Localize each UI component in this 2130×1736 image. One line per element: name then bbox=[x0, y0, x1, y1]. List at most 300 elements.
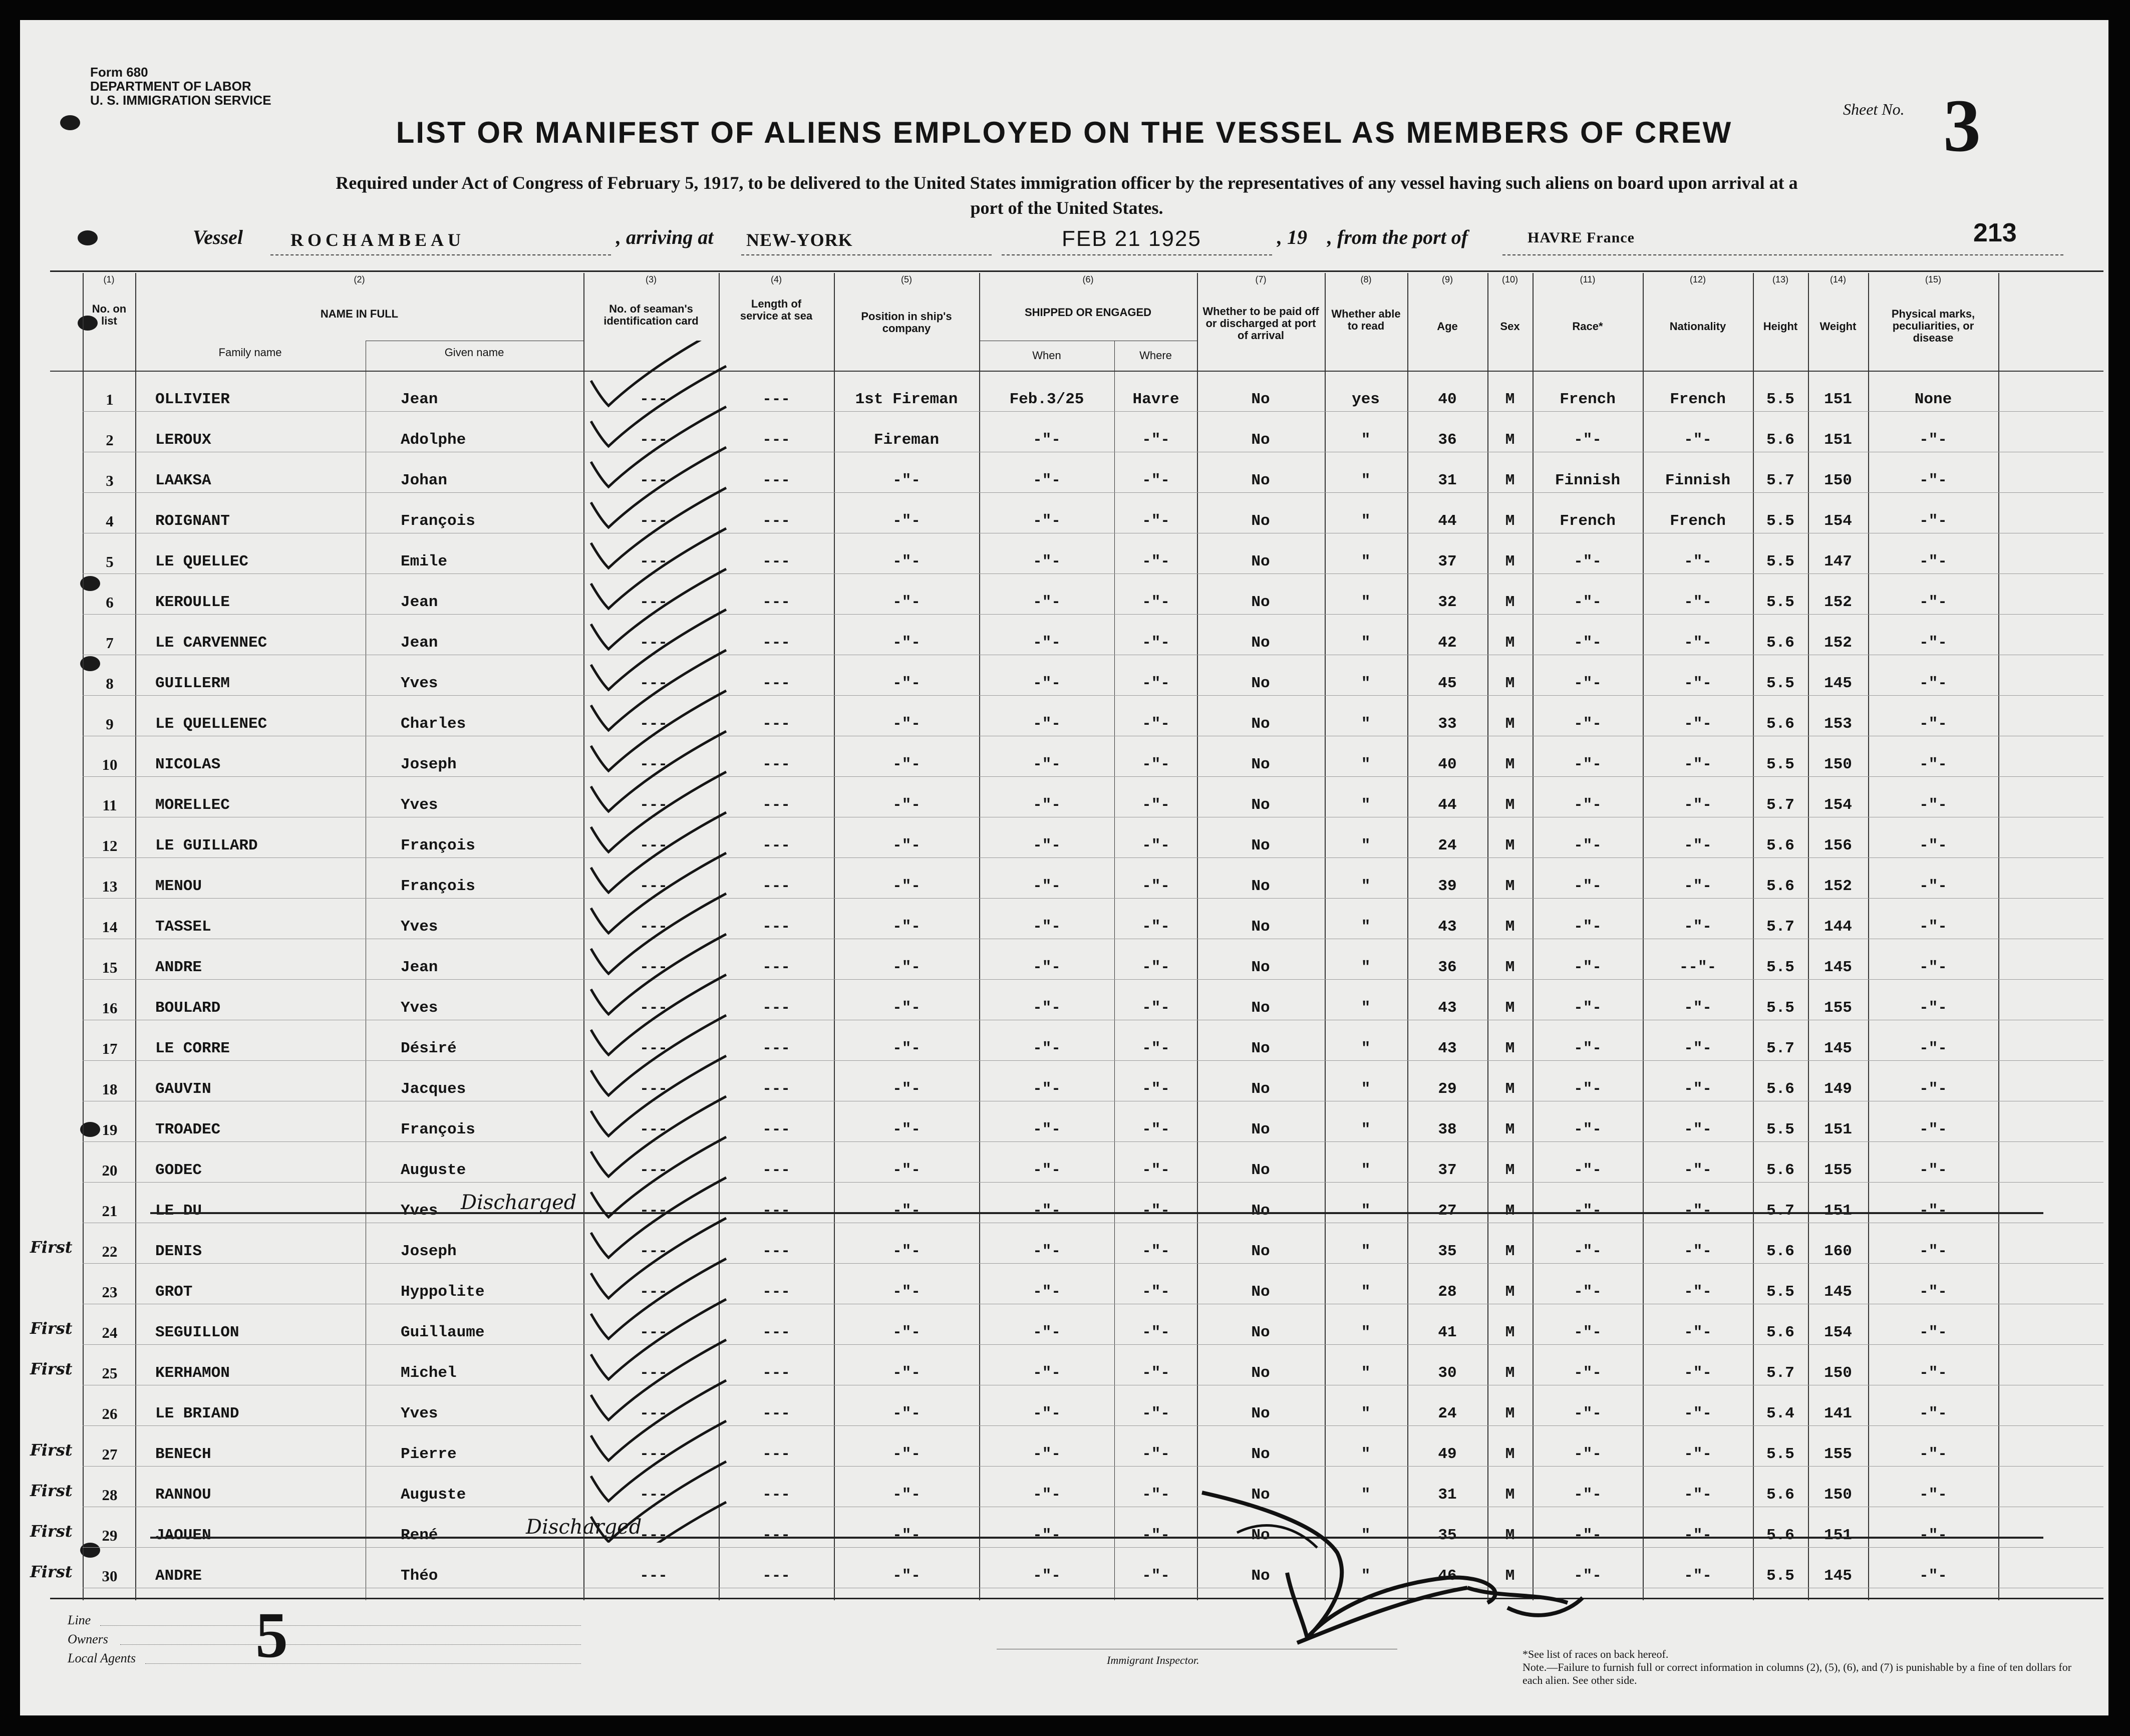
checkmark-icon bbox=[591, 610, 726, 690]
column-number: (14) bbox=[1830, 274, 1846, 284]
cell-race: -"- bbox=[1574, 1202, 1602, 1220]
cell-family: ANDRE bbox=[155, 1567, 202, 1585]
cell-sex: M bbox=[1505, 1040, 1515, 1057]
footer-line-label: Line bbox=[68, 1613, 91, 1627]
checkmark-icon bbox=[591, 1056, 726, 1136]
margin-note-first: First bbox=[30, 1481, 73, 1500]
cell-paid: No bbox=[1251, 1243, 1270, 1260]
cell-read: " bbox=[1361, 1486, 1371, 1504]
cell-family: OLLIVIER bbox=[155, 391, 230, 408]
cell-where: -"- bbox=[1142, 472, 1170, 489]
cell-height: 5.5 bbox=[1766, 1283, 1794, 1301]
cell-sex: M bbox=[1505, 553, 1515, 570]
cell-where: -"- bbox=[1142, 918, 1170, 936]
cell-race: -"- bbox=[1574, 959, 1602, 976]
cell-height: 5.6 bbox=[1766, 1243, 1794, 1260]
cell-race: -"- bbox=[1574, 715, 1602, 733]
checkmark-icon bbox=[591, 447, 726, 527]
row-rule bbox=[83, 857, 2103, 858]
cell-position: -"- bbox=[892, 878, 921, 895]
cell-position: -"- bbox=[892, 1567, 921, 1585]
cell-height: 5.5 bbox=[1766, 756, 1794, 773]
checkmark-icon bbox=[591, 1015, 726, 1095]
origin-port: HAVRE France bbox=[1528, 229, 1635, 246]
column-number: (4) bbox=[771, 274, 782, 284]
cell-age: 46 bbox=[1438, 1567, 1457, 1585]
cell-given: Pierre bbox=[401, 1445, 457, 1463]
cell-given: Adolphe bbox=[401, 431, 466, 449]
cell-height: 5.5 bbox=[1766, 553, 1794, 570]
header-paid-off: Whether to be paid off or discharged at port of arrival bbox=[1202, 305, 1319, 342]
cell-given: François bbox=[401, 878, 475, 895]
cell-nationality: -"- bbox=[1684, 999, 1712, 1017]
cell-marks: -"- bbox=[1919, 1567, 1947, 1585]
cell-position: -"- bbox=[892, 675, 921, 692]
cell-service: --- bbox=[762, 1324, 790, 1341]
cell-age: 37 bbox=[1438, 553, 1457, 570]
cell-read: " bbox=[1361, 1283, 1371, 1301]
cell-family: DENIS bbox=[155, 1243, 202, 1260]
cell-age: 43 bbox=[1438, 999, 1457, 1017]
cell-marks: -"- bbox=[1919, 634, 1947, 652]
cell-family: LE QUELLEC bbox=[155, 553, 249, 570]
cell-service: --- bbox=[762, 837, 790, 854]
column-number: (7) bbox=[1255, 274, 1267, 284]
cell-age: 24 bbox=[1438, 837, 1457, 854]
column-number: (3) bbox=[646, 274, 657, 284]
cell-sex: M bbox=[1505, 1202, 1515, 1220]
checkmark-icon bbox=[591, 1218, 726, 1298]
cell-paid: No bbox=[1251, 472, 1270, 489]
cell-race: -"- bbox=[1574, 1486, 1602, 1504]
cell-paid: No bbox=[1251, 1567, 1270, 1585]
cell-age: 41 bbox=[1438, 1324, 1457, 1341]
footer-agents-label: Local Agents bbox=[68, 1651, 136, 1665]
cell-paid: No bbox=[1251, 1486, 1270, 1504]
cell-race: -"- bbox=[1574, 756, 1602, 773]
cell-given: Joseph bbox=[401, 756, 457, 773]
cell-no: 8 bbox=[106, 675, 114, 692]
stamp-number: 213 bbox=[1973, 218, 2017, 247]
cell-height: 5.6 bbox=[1766, 1486, 1794, 1504]
cell-when: -"- bbox=[1033, 1486, 1061, 1504]
header-when: When bbox=[1032, 349, 1061, 362]
cell-given: Auguste bbox=[401, 1162, 466, 1179]
cell-card: --- bbox=[640, 1202, 668, 1220]
cell-marks: -"- bbox=[1919, 1405, 1947, 1422]
cell-nationality: -"- bbox=[1684, 756, 1712, 773]
cell-age: 36 bbox=[1438, 431, 1457, 449]
header-given-name: Given name bbox=[444, 346, 504, 359]
cell-sex: M bbox=[1505, 1080, 1515, 1098]
cell-nationality: -"- bbox=[1684, 553, 1712, 570]
checkmark-icon bbox=[591, 1259, 726, 1339]
cell-family: LE BRIAND bbox=[155, 1405, 239, 1422]
cell-no: 22 bbox=[102, 1243, 118, 1260]
cell-no: 2 bbox=[106, 431, 114, 449]
cell-no: 18 bbox=[102, 1080, 118, 1098]
cell-nationality: -"- bbox=[1684, 1162, 1712, 1179]
cell-given: Yves bbox=[401, 918, 438, 936]
cell-age: 45 bbox=[1438, 675, 1457, 692]
cell-where: -"- bbox=[1142, 1283, 1170, 1301]
cell-read: " bbox=[1361, 472, 1371, 489]
header-nationality: Nationality bbox=[1669, 320, 1726, 333]
row-rule bbox=[83, 1182, 2103, 1183]
cell-no: 30 bbox=[102, 1567, 118, 1585]
checkmark-icon bbox=[591, 731, 726, 811]
cell-sex: M bbox=[1505, 1324, 1515, 1341]
cell-family: SEGUILLON bbox=[155, 1324, 239, 1341]
cell-position: -"- bbox=[892, 1040, 921, 1057]
cell-weight: 154 bbox=[1824, 1324, 1852, 1341]
cell-nationality: -"- bbox=[1684, 1567, 1712, 1585]
cell-sex: M bbox=[1505, 675, 1515, 692]
cell-age: 32 bbox=[1438, 594, 1457, 611]
cell-race: -"- bbox=[1574, 878, 1602, 895]
column-number: (5) bbox=[901, 274, 912, 284]
cell-position: -"- bbox=[892, 1486, 921, 1504]
cell-card: --- bbox=[640, 553, 668, 570]
cell-weight: 154 bbox=[1824, 512, 1852, 530]
cell-sex: M bbox=[1505, 918, 1515, 936]
cell-age: 42 bbox=[1438, 634, 1457, 652]
cell-given: François bbox=[401, 1121, 475, 1138]
checkmark-icon bbox=[591, 1340, 726, 1420]
cell-sex: M bbox=[1505, 1162, 1515, 1179]
cell-no: 4 bbox=[106, 512, 114, 530]
cell-nationality: Finnish bbox=[1665, 472, 1731, 489]
cell-race: -"- bbox=[1574, 1567, 1602, 1585]
cell-where: -"- bbox=[1142, 1486, 1170, 1504]
cell-where: -"- bbox=[1142, 1202, 1170, 1220]
cell-no: 1 bbox=[106, 391, 114, 408]
cell-age: 31 bbox=[1438, 1486, 1457, 1504]
cell-marks: -"- bbox=[1919, 715, 1947, 733]
date-stamp: FEB 21 1925 bbox=[1062, 226, 1201, 251]
cell-no: 27 bbox=[102, 1445, 118, 1463]
cell-marks: -"- bbox=[1919, 837, 1947, 854]
cell-service: --- bbox=[762, 634, 790, 652]
cell-race: -"- bbox=[1574, 594, 1602, 611]
cell-position: -"- bbox=[892, 1405, 921, 1422]
cell-position: -"- bbox=[892, 1162, 921, 1179]
cell-family: RANNOU bbox=[155, 1486, 211, 1504]
cell-height: 5.5 bbox=[1766, 675, 1794, 692]
cell-when: -"- bbox=[1033, 1283, 1061, 1301]
cell-marks: -"- bbox=[1919, 1364, 1947, 1382]
cell-given: Joseph bbox=[401, 1243, 457, 1260]
cell-sex: M bbox=[1505, 1243, 1515, 1260]
table-header-border bbox=[50, 371, 2103, 372]
cell-marks: -"- bbox=[1919, 1324, 1947, 1341]
cell-paid: No bbox=[1251, 1364, 1270, 1382]
checkmark-icon bbox=[591, 772, 726, 852]
cell-when: -"- bbox=[1033, 1080, 1061, 1098]
header-length-of-service: Length of service at sea bbox=[740, 298, 813, 322]
column-divider bbox=[1114, 341, 1115, 1600]
form-info bbox=[90, 65, 271, 107]
cell-sex: M bbox=[1505, 837, 1515, 854]
cell-age: 40 bbox=[1438, 756, 1457, 773]
footer-notes bbox=[1523, 1648, 2083, 1687]
cell-family: GROT bbox=[155, 1283, 193, 1301]
cell-paid: No bbox=[1251, 391, 1270, 408]
cell-marks: None bbox=[1914, 391, 1952, 408]
cell-family: LAAKSA bbox=[155, 472, 211, 489]
row-rule bbox=[83, 1060, 2103, 1061]
cell-race: -"- bbox=[1574, 1243, 1602, 1260]
cell-card: --- bbox=[640, 1162, 668, 1179]
cell-paid: No bbox=[1251, 999, 1270, 1017]
cell-weight: 152 bbox=[1824, 634, 1852, 652]
cell-read: " bbox=[1361, 431, 1371, 449]
cell-position: -"- bbox=[892, 1283, 921, 1301]
row-rule bbox=[83, 1344, 2103, 1345]
cell-weight: 156 bbox=[1824, 837, 1852, 854]
cell-read: " bbox=[1361, 918, 1371, 936]
cell-service: --- bbox=[762, 472, 790, 489]
cell-marks: -"- bbox=[1919, 1162, 1947, 1179]
cell-read: " bbox=[1361, 1080, 1371, 1098]
cell-when: -"- bbox=[1033, 553, 1061, 570]
cell-when: -"- bbox=[1033, 715, 1061, 733]
cell-read: yes bbox=[1352, 391, 1380, 408]
cell-marks: -"- bbox=[1919, 472, 1947, 489]
cell-height: 5.5 bbox=[1766, 999, 1794, 1017]
cell-when: -"- bbox=[1033, 1364, 1061, 1382]
cell-age: 24 bbox=[1438, 1405, 1457, 1422]
cell-no: 21 bbox=[102, 1202, 118, 1220]
cell-nationality: -"- bbox=[1684, 715, 1712, 733]
cell-when: -"- bbox=[1033, 1324, 1061, 1341]
column-number: (6) bbox=[1082, 274, 1094, 284]
cell-race: French bbox=[1560, 391, 1616, 408]
cell-given: Théo bbox=[401, 1567, 438, 1585]
cell-marks: -"- bbox=[1919, 878, 1947, 895]
cell-service: --- bbox=[762, 1527, 790, 1544]
cell-age: 39 bbox=[1438, 878, 1457, 895]
cell-card: --- bbox=[640, 594, 668, 611]
cell-paid: No bbox=[1251, 594, 1270, 611]
cell-paid: No bbox=[1251, 1283, 1270, 1301]
cell-sex: M bbox=[1505, 472, 1515, 489]
margin-note-first: First bbox=[30, 1440, 73, 1460]
cell-where: -"- bbox=[1142, 1121, 1170, 1138]
cell-marks: -"- bbox=[1919, 553, 1947, 570]
cell-family: TROADEC bbox=[155, 1121, 221, 1138]
year-label: , 19 bbox=[1277, 226, 1307, 248]
cell-weight: 151 bbox=[1824, 391, 1852, 408]
cell-race: -"- bbox=[1574, 1324, 1602, 1341]
cell-sex: M bbox=[1505, 756, 1515, 773]
department-name: DEPARTMENT OF LABOR bbox=[90, 79, 251, 94]
footer-handwritten-number: 5 bbox=[255, 1599, 288, 1671]
cell-where: -"- bbox=[1142, 796, 1170, 814]
column-divider bbox=[834, 273, 835, 1600]
cell-paid: No bbox=[1251, 1527, 1270, 1544]
row-rule bbox=[83, 492, 2103, 493]
cell-marks: -"- bbox=[1919, 431, 1947, 449]
cell-where: -"- bbox=[1142, 1567, 1170, 1585]
cell-no: 26 bbox=[102, 1405, 118, 1422]
cell-card: --- bbox=[640, 878, 668, 895]
row-rule bbox=[83, 573, 2103, 574]
cell-sex: M bbox=[1505, 594, 1515, 611]
cell-weight: 145 bbox=[1824, 1567, 1852, 1585]
cell-service: --- bbox=[762, 1283, 790, 1301]
checkmark-icon bbox=[591, 366, 726, 446]
row-rule bbox=[83, 979, 2103, 980]
cell-weight: 145 bbox=[1824, 1283, 1852, 1301]
cell-card: --- bbox=[640, 715, 668, 733]
cell-given: François bbox=[401, 837, 475, 854]
cell-read: " bbox=[1361, 715, 1371, 733]
cell-race: -"- bbox=[1574, 837, 1602, 854]
cell-age: 43 bbox=[1438, 918, 1457, 936]
cell-family: MENOU bbox=[155, 878, 202, 895]
cell-race: -"- bbox=[1574, 796, 1602, 814]
cell-no: 17 bbox=[102, 1040, 118, 1057]
column-number: (12) bbox=[1689, 274, 1706, 284]
cell-marks: -"- bbox=[1919, 1202, 1947, 1220]
cell-sex: M bbox=[1505, 1527, 1515, 1544]
row-rule bbox=[83, 1141, 2103, 1142]
cell-where: -"- bbox=[1142, 878, 1170, 895]
cell-read: " bbox=[1361, 1324, 1371, 1341]
cell-marks: -"- bbox=[1919, 1121, 1947, 1138]
cell-position: -"- bbox=[892, 512, 921, 530]
cell-nationality: -"- bbox=[1684, 1202, 1712, 1220]
checkmark-icon bbox=[591, 569, 726, 649]
cell-paid: No bbox=[1251, 715, 1270, 733]
margin-note-first: First bbox=[30, 1359, 73, 1378]
cell-where: -"- bbox=[1142, 1324, 1170, 1341]
cell-family: KERHAMON bbox=[155, 1364, 230, 1382]
cell-marks: -"- bbox=[1919, 1283, 1947, 1301]
cell-nationality: -"- bbox=[1684, 878, 1712, 895]
cell-race: -"- bbox=[1574, 1405, 1602, 1422]
cell-read: " bbox=[1361, 1121, 1371, 1138]
cell-card: --- bbox=[640, 1527, 668, 1544]
cell-where: -"- bbox=[1142, 1080, 1170, 1098]
checkmark-icon bbox=[591, 650, 726, 730]
origin-underline bbox=[1502, 254, 2063, 255]
cell-marks: -"- bbox=[1919, 796, 1947, 814]
cell-no: 23 bbox=[102, 1283, 118, 1301]
checkmark-icon bbox=[591, 528, 726, 609]
margin-note-first: First bbox=[30, 1319, 73, 1338]
cell-paid: No bbox=[1251, 1040, 1270, 1057]
cell-position: -"- bbox=[892, 1121, 921, 1138]
cell-marks: -"- bbox=[1919, 1527, 1947, 1544]
checkmark-icon bbox=[591, 407, 726, 487]
cell-given: Yves bbox=[401, 1405, 438, 1422]
cell-sex: M bbox=[1505, 1405, 1515, 1422]
cell-read: " bbox=[1361, 634, 1371, 652]
column-divider bbox=[1998, 273, 1999, 1600]
cell-card: --- bbox=[640, 756, 668, 773]
cell-sex: M bbox=[1505, 1445, 1515, 1463]
cell-weight: 147 bbox=[1824, 553, 1852, 570]
column-number: (8) bbox=[1360, 274, 1372, 284]
cell-read: " bbox=[1361, 553, 1371, 570]
cell-weight: 155 bbox=[1824, 1445, 1852, 1463]
cell-family: LE GUILLARD bbox=[155, 837, 258, 854]
cell-when: -"- bbox=[1033, 756, 1061, 773]
cell-no: 29 bbox=[102, 1527, 118, 1544]
cell-position: -"- bbox=[892, 1243, 921, 1260]
header-shipped-engaged: SHIPPED OR ENGAGED bbox=[1024, 306, 1152, 319]
cell-given: Hyppolite bbox=[401, 1283, 485, 1301]
column-number: (11) bbox=[1580, 274, 1596, 284]
cell-family: TASSEL bbox=[155, 918, 211, 936]
cell-when: Feb.3/25 bbox=[1009, 391, 1084, 408]
cell-height: 5.7 bbox=[1766, 796, 1794, 814]
cell-age: 33 bbox=[1438, 715, 1457, 733]
cell-given: François bbox=[401, 512, 475, 530]
cell-race: -"- bbox=[1574, 999, 1602, 1017]
cell-position: -"- bbox=[892, 796, 921, 814]
cell-service: --- bbox=[762, 512, 790, 530]
cell-weight: 152 bbox=[1824, 594, 1852, 611]
cell-height: 5.6 bbox=[1766, 715, 1794, 733]
cell-position: -"- bbox=[892, 1527, 921, 1544]
legal-subtitle bbox=[60, 170, 2073, 220]
cell-position: -"- bbox=[892, 918, 921, 936]
cell-card: --- bbox=[640, 918, 668, 936]
checkmark-icon bbox=[591, 1380, 726, 1461]
checkmark-icon bbox=[591, 934, 726, 1014]
cell-nationality: French bbox=[1670, 391, 1726, 408]
cell-card: --- bbox=[640, 472, 668, 489]
cell-weight: 151 bbox=[1824, 1527, 1852, 1544]
document-title: LIST OR MANIFEST OF ALIENS EMPLOYED ON THE VESSEL AS MEMBERS OF CREW bbox=[396, 116, 1733, 149]
cell-given: Guillaume bbox=[401, 1324, 485, 1341]
header-family-name: Family name bbox=[218, 346, 282, 359]
cell-family: LE DU bbox=[155, 1202, 202, 1220]
date-underline bbox=[1002, 254, 1272, 255]
cell-read: " bbox=[1361, 756, 1371, 773]
cell-paid: No bbox=[1251, 1202, 1270, 1220]
cell-paid: No bbox=[1251, 918, 1270, 936]
column-number: (10) bbox=[1501, 274, 1518, 284]
cell-age: 29 bbox=[1438, 1080, 1457, 1098]
checkmark-icon bbox=[591, 1178, 726, 1258]
cell-race: Finnish bbox=[1555, 472, 1621, 489]
cell-nationality: -"- bbox=[1684, 1486, 1712, 1504]
cell-paid: No bbox=[1251, 959, 1270, 976]
cell-nationality: French bbox=[1670, 512, 1726, 530]
cell-when: -"- bbox=[1033, 1567, 1061, 1585]
column-number: (9) bbox=[1442, 274, 1453, 284]
cell-nationality: -"- bbox=[1684, 1121, 1712, 1138]
cell-race: -"- bbox=[1574, 1080, 1602, 1098]
cell-position: -"- bbox=[892, 553, 921, 570]
cell-race: -"- bbox=[1574, 1121, 1602, 1138]
cell-weight: 152 bbox=[1824, 878, 1852, 895]
footer-owners-label: Owners bbox=[68, 1632, 108, 1646]
cell-marks: -"- bbox=[1919, 756, 1947, 773]
cell-sex: M bbox=[1505, 959, 1515, 976]
cell-card: --- bbox=[640, 1040, 668, 1057]
cell-where: -"- bbox=[1142, 431, 1170, 449]
cell-card: --- bbox=[640, 512, 668, 530]
cell-read: " bbox=[1361, 796, 1371, 814]
cell-nationality: -"- bbox=[1684, 634, 1712, 652]
cell-read: " bbox=[1361, 959, 1371, 976]
cell-family: KEROULLE bbox=[155, 594, 230, 611]
